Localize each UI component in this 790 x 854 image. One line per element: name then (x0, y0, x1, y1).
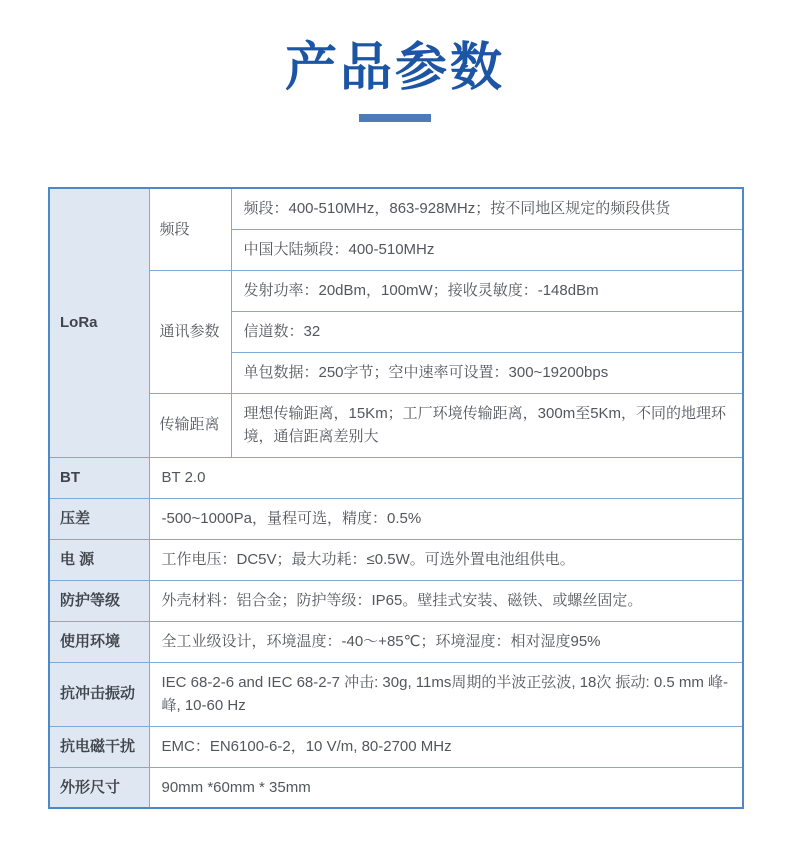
cell-freq-band-china: 中国大陆频段：400-510MHz (231, 229, 743, 270)
table-row (49, 539, 743, 580)
row-label-shock-vibration: 抗冲击振动 (49, 662, 149, 726)
row-label-power: 电 源 (49, 539, 149, 580)
row-label-bt: BT (49, 457, 149, 498)
cell-power: 工作电压：DC5V；最大功耗：≤0.5W。可选外置电池组供电。 (149, 539, 743, 580)
cell-bt: BT 2.0 (149, 457, 743, 498)
table-row (49, 580, 743, 621)
cell-freq-band-global: 频段：400-510MHz，863-928MHz；按不同地区规定的频段供货 (231, 188, 743, 229)
table-row (49, 393, 743, 457)
table-row (49, 662, 743, 726)
table-row (49, 726, 743, 767)
cell-tx-power: 发射功率：20dBm，100mW；接收灵敏度：-148dBm (231, 270, 743, 311)
cell-environment: 全工业级设计，环境温度：-40～+85℃；环境湿度：相对湿度95% (149, 621, 743, 662)
page-title: 产品参数 (284, 39, 505, 97)
row-label-pressure: 压差 (49, 498, 149, 539)
table-row (49, 270, 743, 311)
cell-channel-count: 信道数：32 (231, 311, 743, 352)
cell-tx-distance: 理想传输距离，15Km；工厂环境传输距离，300m至5Km，不同的地理环境，通信距离差别大 (231, 393, 743, 457)
row-label-lora: LoRa (49, 188, 149, 457)
cell-shock-vibration: IEC 68-2-6 and IEC 68-2-7 冲击: 30g, 11ms周期的半波正弦波, 18次 振动: 0.5 mm 峰-峰, 10-60 Hz (149, 662, 743, 726)
table-row (49, 621, 743, 662)
table-row (49, 767, 743, 808)
cell-protection: 外壳材料：铝合金；防护等级：IP65。壁挂式安装、磁铁、或螺丝固定。 (149, 580, 743, 621)
row-label-protection: 防护等级 (49, 580, 149, 621)
title-section (0, 0, 790, 122)
table-row (49, 498, 743, 539)
row-label-environment: 使用环境 (49, 621, 149, 662)
title-underline (359, 114, 431, 122)
row-label-dimensions: 外形尺寸 (49, 767, 149, 808)
sub-label-freq-band: 频段 (149, 188, 231, 270)
sub-label-comm-params: 通讯参数 (149, 270, 231, 393)
spec-table (48, 187, 744, 809)
cell-emc: EMC：EN6100-6-2，10 V/m, 80-2700 MHz (149, 726, 743, 767)
row-label-emc: 抗电磁干扰 (49, 726, 149, 767)
cell-packet-data: 单包数据：250字节；空中速率可设置：300~19200bps (231, 352, 743, 393)
table-row (49, 457, 743, 498)
cell-pressure: -500~1000Pa，量程可选，精度：0.5% (149, 498, 743, 539)
cell-dimensions: 90mm *60mm * 35mm (149, 767, 743, 808)
sub-label-tx-distance: 传输距离 (149, 393, 231, 457)
table-row (49, 188, 743, 229)
